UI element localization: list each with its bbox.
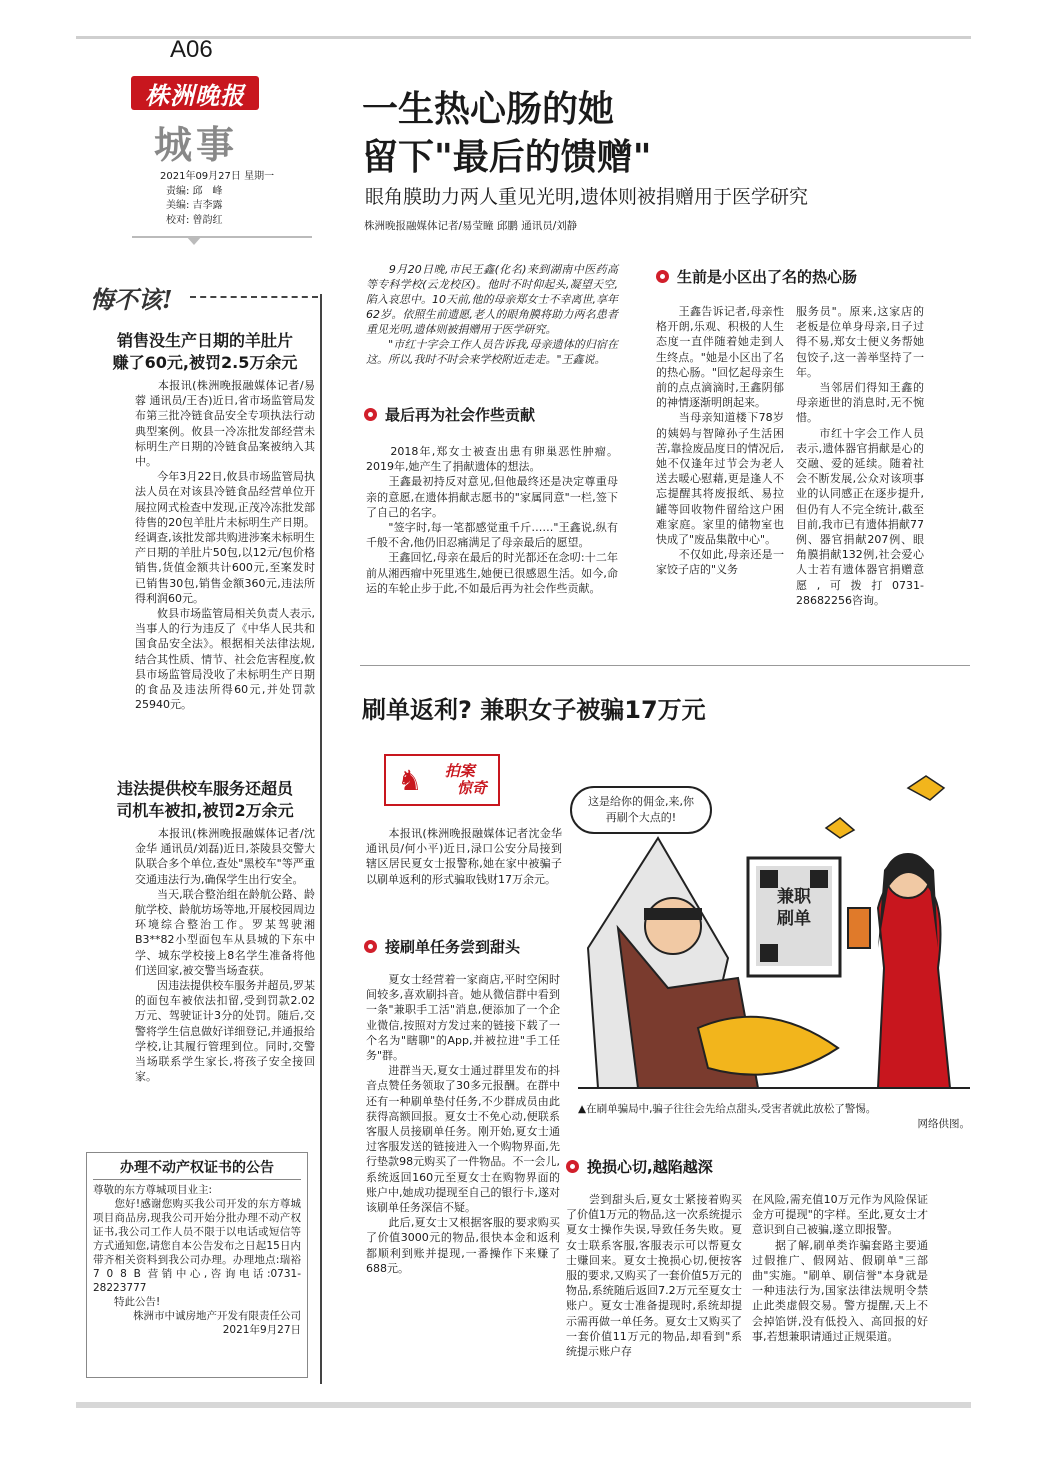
story2-sub1 xyxy=(364,936,520,957)
speech-text: 这是给你的佣金,来,你再刷个大点的! xyxy=(588,795,694,824)
brief2-title-line1: 违法提供校车服务还超员 xyxy=(116,779,293,798)
section-dot-icon xyxy=(566,1160,579,1173)
proofreader-line: 校对: 曾韵红 xyxy=(166,214,223,226)
illustration-caption xyxy=(578,1102,970,1132)
main-text2b-body: 服务员"。原来,这家店的老板是位单身母亲,日子过得不易,郑女士便义务帮她包饺子,这一善举坚持了一年。 当邻居们得知王鑫的母亲逝世的消息时,无不惋惜。 市红十字会工作人员表示,遗体器官捐献是心的交融、爱的延续。随着社会不断发展,公众对该项事业的认同感正在逐步提升,但仍有人不完全统计,截至目前,我市已有遗体捐献77例、器官捐献207例、眼角膜捐献132例,社会爱心人士若有遗体器官捐赠意愿,可拨打0731-28682256咨询。 xyxy=(796,305,924,607)
column-tag: 悔不该! xyxy=(90,285,173,314)
brief2-text: 本报讯(株洲晚报融媒体记者/沈金华 通讯员/刘磊)近日,茶陵县交警大队联合多个单位,查处"黑校车"等严重交通违法行为,确保学生出行安全。 当天,联合整治组在龄航公路、龄航学校、龄航坊场等地,开展校园周边环境综合整治工作。罗某驾驶湘B3**82小型面包车从县城的下东中学、城东学校接上8名学生准备将他们送回家,被交警当场查获。 因违法提供校车服务并超员,罗某的面包车被依法扣留,受到罚款2.02万元、驾驶证计3分的处罚。随后,交警将学生信息做好详细登记,并通报给学校,让其履行管理到位。同时,交警当场联系学生家长,将孩子安全接回家。 xyxy=(135,827,315,1084)
chevron-down-icon xyxy=(186,236,202,245)
main-byline: 株洲晚报融媒体记者/易莹瞳 邱鹏 通讯员/刘静 xyxy=(364,220,578,232)
masthead-chevron xyxy=(132,236,312,238)
newspaper-logo xyxy=(131,76,259,110)
date-line: 2021年09月27日 星期一 xyxy=(160,171,275,182)
brief2-body xyxy=(135,826,315,1126)
horse-icon: ♞ xyxy=(397,763,423,797)
main-headline xyxy=(362,86,652,182)
bottom-rule xyxy=(76,1402,971,1408)
stamp-line2: 惊奇 xyxy=(456,779,487,797)
story2-headline: 刷单返利? 兼职女子被骗17万元 xyxy=(362,696,706,724)
notice-title: 办理不动产权证书的公告 xyxy=(93,1157,301,1180)
notice-closing: 特此公告! xyxy=(93,1296,161,1308)
main-text2a xyxy=(656,304,784,634)
story2-text2b xyxy=(752,1192,928,1384)
main-text2b xyxy=(796,304,924,634)
notice-salutation: 尊敬的东方尊城项目业主: xyxy=(93,1184,213,1196)
main-headline-line2: 留下"最后的馈赠" xyxy=(362,137,652,178)
story2-text1 xyxy=(366,972,560,1382)
caption-line2: 网络供图。 xyxy=(917,1118,970,1130)
sign-line2: 刷单 xyxy=(777,909,811,929)
left-column-divider xyxy=(320,294,322,1384)
scam-sign xyxy=(764,886,824,930)
illustration xyxy=(578,758,970,1098)
brief1-text: 本报讯(株洲晚报融媒体记者/易蓉 通讯员/王杏)近日,省市场监管局发布第三批冷链食品安全专项执法行动典型案例。攸县一冷冻批发部经营未标明生产日期的冷链食品案被纳入其中。 今年3月22日,攸县市场监管局执法人员在对该县冷链食品经营单位开展拉网式检查中发现,正茂冷冻批发部待售的20包羊肚片未标明生产日期。经调查,该批发部共购进涉案未标明生产日期的羊肚片50包,以12元/包价格销售,货值金额共计600元,至案发时已销售30包,销售金额360元,违法所得利润60元。 攸县市场监管局相关负责人表示,当事人的行为违反了《中华人民共和国食品安全法》。根据相关法律法规,结合其性质、情节、社会危害程度,攸县市场监管局没收了未标明生产日期的食品及违法所得60元,并处罚款25940元。 xyxy=(135,379,315,712)
notice-box xyxy=(86,1152,308,1378)
brief1-title-line1: 销售没生产日期的羊肚片 xyxy=(116,331,293,350)
logo-text: 株洲晚报 xyxy=(145,80,245,110)
main-headline-line1: 一生热心肠的她 xyxy=(362,89,615,130)
main-lead-text: 9月20日晚,市民王鑫(化名)来到湖南中医药高等专科学校(云龙校区)。他时不时仰起头,凝望天空,陷入哀思中。10天前,他的母亲郑女士不幸离世,享年62岁。依照生前遗愿,老人的眼角膜将助力两名患者重见光明,遗体则被捐赠用于医学研究。 "市红十字会工作人员告诉我,母亲遗体的归宿在这。所以,我时不时会来学校附近走走。"王鑫说。 xyxy=(366,263,618,366)
page-number: A06 xyxy=(170,36,213,63)
speech-bubble xyxy=(570,786,712,834)
brief1-title-line2: 赚了60元,被罚2.5万余元 xyxy=(112,353,298,372)
sign-line1: 兼职 xyxy=(777,887,811,907)
main-sub2 xyxy=(656,266,857,287)
story2-sub1-label: 接刷单任务尝到甜头 xyxy=(385,938,521,956)
story2-stamp xyxy=(384,754,500,806)
brief1-title xyxy=(90,330,320,374)
main-lead xyxy=(366,262,618,384)
main-text1-body: 2018年,郑女士被查出患有卵巢恶性肿瘤。2019年,她产生了捐献遗体的想法。 王鑫最初持反对意见,但他最终还是决定尊重母亲的意愿,在遗体捐献志愿书的"家属同意"一栏,签下了自己的名字。 "签字时,每一笔都感觉重千斤……"王鑫说,纵有千般不舍,他仍旧忍痛满足了母亲最后的愿望。 王鑫回忆,母亲在最后的时光都还在念叨:十二年前从湘西瘤中死里逃生,她便已很感恩生活。如今,命运的车轮止步于此,不如最后再为社会作些贡献。 xyxy=(366,445,618,595)
main-subheadline: 眼角膜助力两人重见光明,遗体则被捐赠用于医学研究 xyxy=(365,186,809,208)
story-divider xyxy=(360,665,970,666)
main-text2a-body: 王鑫告诉记者,母亲性格开朗,乐观、积极的人生态度一直伴随着她走到人生终点。"她是小区出了名的热心肠。"回忆起母亲生前的点点滴滴时,王鑫阴郁的神情逐渐明朗起来。 当母亲知道楼下78岁的姨妈与智障孙子生活困苦,靠捡废品度日的情况后,她不仅逢年过节会为老人送去暖心慰藉,更是逢人不忘提醒其将废报纸、易拉罐等回收物件留给这户困难家庭。家里的储物室也快成了"废品集散中心"。 不仅如此,母亲还是一家饺子店的"义务 xyxy=(656,305,784,577)
brief1-body xyxy=(135,378,315,738)
section-dot-icon xyxy=(364,408,377,421)
main-sub1-label: 最后再为社会作些贡献 xyxy=(385,406,536,424)
story2-lead-text: 本报讯(株洲晚报融媒体记者沈金华 通讯员/何小平)近日,渌口公安分局接到辖区居民夏女士报警称,她在家中被骗子以刷单返利的形式骗取钱财17万余元。 xyxy=(366,827,566,886)
column-tag-rule xyxy=(190,296,318,298)
notice-company: 株洲市中诚房地产开发有限责任公司 xyxy=(133,1310,301,1322)
masthead-meta xyxy=(160,170,274,228)
section-title: 城事 xyxy=(154,122,239,167)
story2-text2a-body: 尝到甜头后,夏女士紧接着购买了价值1万元的物品,这一次系统提示夏女士操作失误,导致任务失败。夏女士联系客服,客服表示可以帮夏女士赚回来。夏女士挽损心切,便按客服的要求,又购买了一套价值5万元的物品,系统随后返回7.2万元至夏女士账户。夏女士准备提现时,系统却提示需再做一单任务。夏女士又购买了一套价值11万元的物品,却看到"系统提示账户存 xyxy=(566,1193,742,1359)
story2-lead xyxy=(366,826,566,922)
story2-text2a xyxy=(566,1192,742,1384)
section-dot-icon xyxy=(656,270,669,283)
notice-date: 2021年9月27日 xyxy=(222,1324,301,1336)
section-dot-icon xyxy=(364,940,377,953)
story2-text2b-body: 在风险,需充值10万元作为风险保证金方可提现"的字样。至此,夏女士才意识到自己被骗,遂立即报警。 据了解,刷单类诈骗套路主要通过假推广、假网站、假刷单"三部曲"实施。"刷单、刷信誉"本身就是一种违法行为,国家法律法规明令禁止此类虚假交易。警方提醒,天上不会掉馅饼,没有低投入、高回报的好事,若想兼职请通过正规渠道。 xyxy=(752,1193,928,1343)
story2-sub2 xyxy=(566,1156,713,1177)
stamp-text xyxy=(445,763,487,797)
main-sub1 xyxy=(364,404,535,425)
brief2-title xyxy=(90,778,320,822)
caption-line1: ▲在刷单骗局中,骗子往往会先给点甜头,受害者就此放松了警惕。 xyxy=(578,1103,877,1115)
story2-sub2-label: 挽损心切,越陷越深 xyxy=(587,1158,713,1176)
designer-line: 美编: 吉李露 xyxy=(166,200,223,211)
notice-body: 您好!感谢您购买我公司开发的东方尊城项目商品房,现我公司开始分批办理不动产权证书,我公司工作人员不限于以电话或短信等方式通知您,请您自本公告发布之日起15日内带齐相关资料到我公司办理。办理地点:瑞裕7 0 8 B 营销中心,咨询电话:0731-28223777 xyxy=(93,1198,301,1294)
main-text1 xyxy=(366,444,618,636)
stamp-line1: 拍案 xyxy=(444,762,475,780)
story2-text1-body: 夏女士经营着一家商店,平时空闲时间较多,喜欢刷抖音。她从微信群中看到一条"兼职手工活"消息,便添加了一个企业微信,按照对方发过来的链接下载了一个名为"瞎聊"的App,并被拉进"手工任务"群。 进群当天,夏女士通过群里发布的抖音点赞任务领取了30多元报酬。在群中还有一种刷单垫付任务,不少群成员由此获得高额回报。夏女士不免心动,便联系客服人员接刷单任务。刚开始,夏女士通过客服发送的链接进入一个购物界面,先行垫款98元购买了一件物品。不一会儿,系统返回160元至夏女士在购物界面的账户中,她成功提现至自己的银行卡,遂对该刷单任务深信不疑。 此后,夏女士又根据客服的要求购买了价值3000元的物品,很快本金和返利都顺利到账并提现,一番操作下来赚了688元。 xyxy=(366,973,560,1275)
editor-line: 责编: 邱 峰 xyxy=(166,185,223,197)
brief2-title-line2: 司机车被扣,被罚2万余元 xyxy=(116,801,294,820)
main-sub2-label: 生前是小区出了名的热心肠 xyxy=(677,268,858,286)
